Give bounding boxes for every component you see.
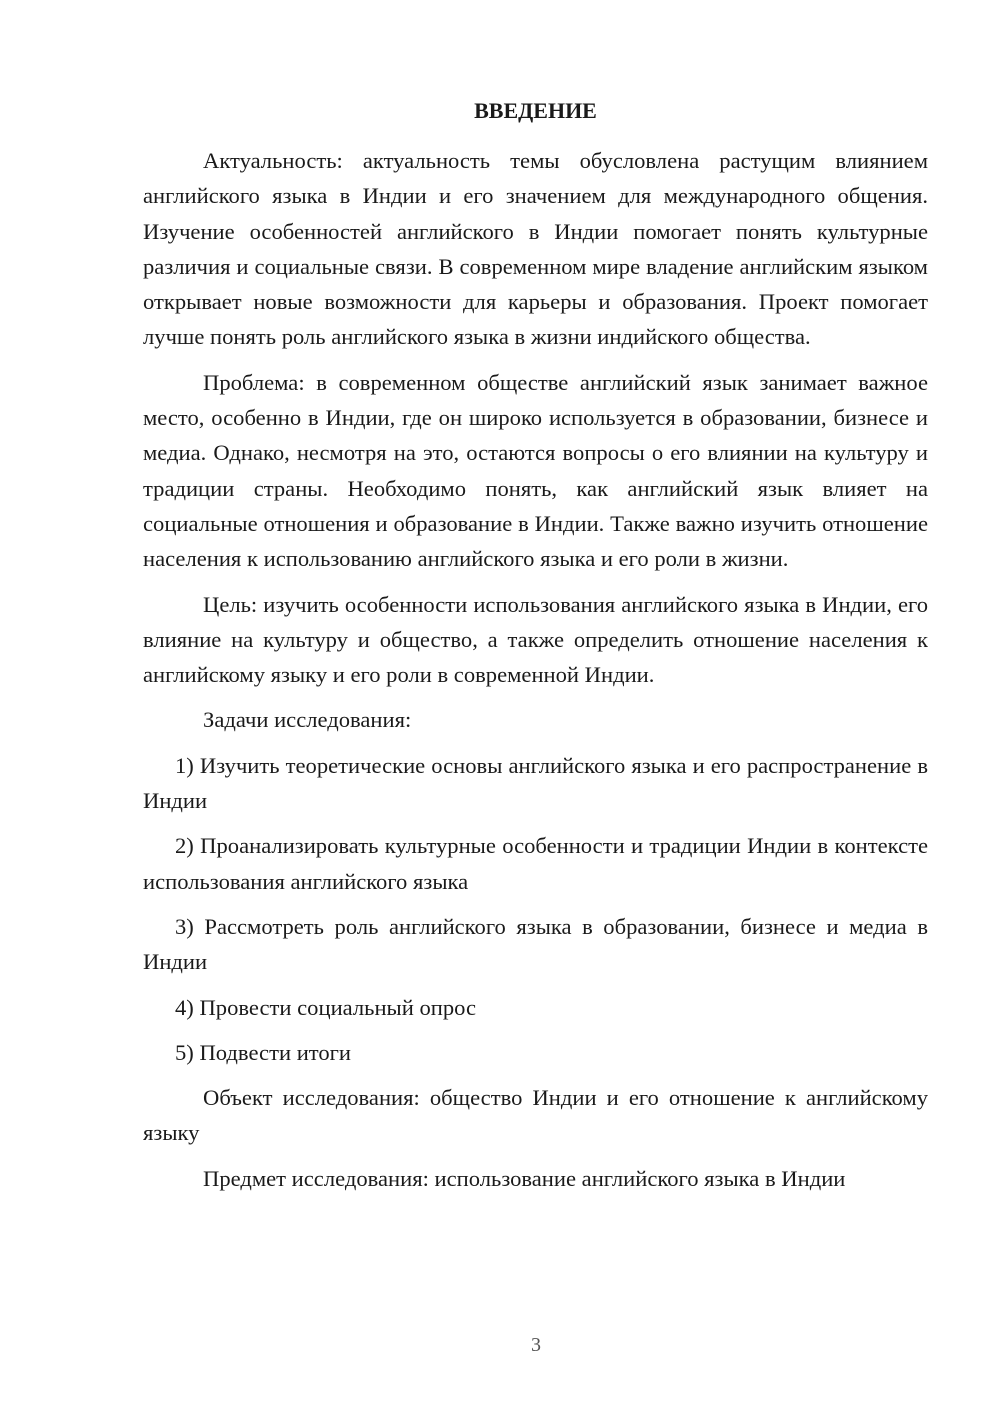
paragraph-object: Объект исследования: общество Индии и его отношение к английскому языку [143, 1085, 928, 1146]
paragraph-subject: Предмет исследования: использование английского языка в Индии [203, 1165, 846, 1191]
paragraph-relevance: Актуальность: актуальность темы обусловлена растущим влиянием английского языка в Индии и его значением для международного общения. Изучение особенностей английского в Индии помогает понять культурные различия и социальные связи. В современном мире владение английским языком открывает новые возможности для карьеры и образования. Проект помогает лучше понять роль английского языка в жизни индийского общества. [143, 148, 928, 350]
task-item-3: 3) Рассмотреть роль английского языка в образовании, бизнесе и медиа в Индии [143, 913, 928, 975]
task-item-2: 2) Проанализировать культурные особенности и традиции Индии в контексте использования английского языка [143, 833, 928, 894]
task-item-4: 4) Провести социальный опрос [175, 994, 477, 1020]
task-item-5: 5) Подвести итоги [175, 1039, 352, 1065]
paragraph-problem: Проблема: в современном обществе английский язык занимает важное место, особенно в Индии, где он широко используется в образовании, бизнесе и медиа. Однако, несмотря на это, остаются вопросы о его влиянии на культуру и традиции страны. Необходимо понять, как английский язык влияет на социальные отношения и образование в Индии. Также важно изучить отношение населения к использованию английского языка и его роли в жизни. [143, 369, 928, 572]
paragraph-goal: Цель: изучить особенности использования английского языка в Индии, его влияние на культуру и общество, а также определить отношение населения к английскому языку и его роли в современной Индии. [143, 591, 928, 688]
task-item-1: 1) Изучить теоретические основы английского языка и его распространение в Индии [143, 752, 928, 814]
section-title: ВВЕДЕНИЕ [474, 98, 597, 123]
document-page [143, 96, 928, 1206]
tasks-heading: Задачи исследования: [203, 707, 412, 733]
page-number: 3 [531, 1334, 541, 1356]
